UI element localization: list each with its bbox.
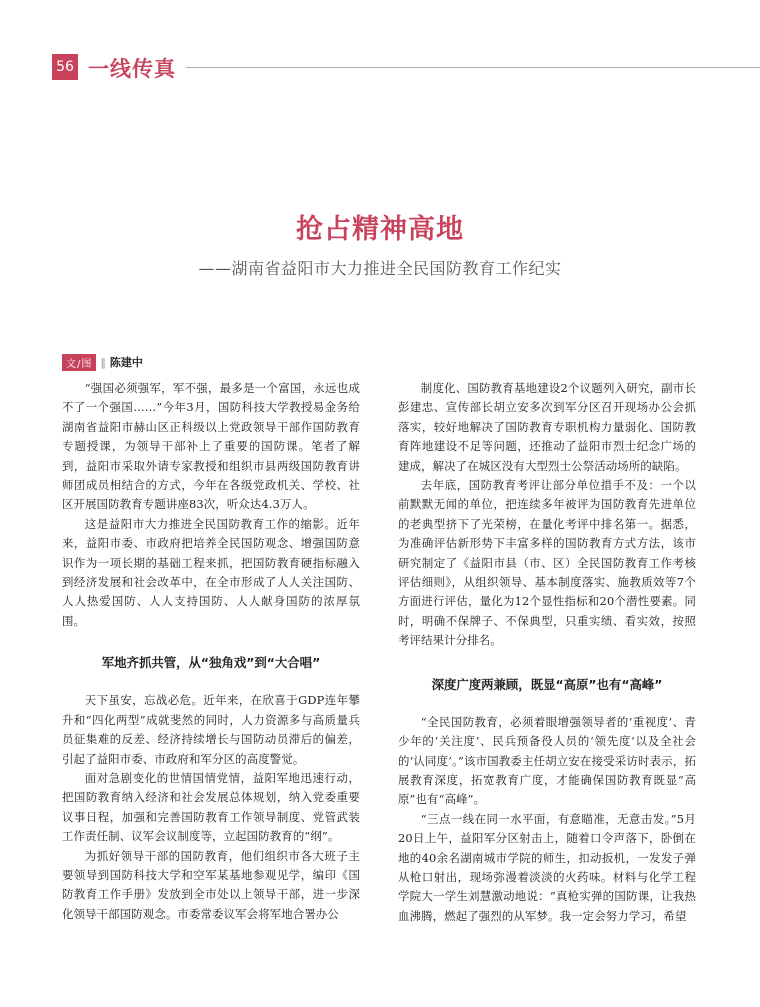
paragraph: 去年底，国防教育考评让部分单位措手不及：一个以前默默无闻的单位，把连续多年被评为国防教育先进单位的老典型挤下了光荣榜，在量化考评中排名第一。据悉，为准确评估新形势下丰富多样的国防教育方式方法，该市研究制定了《益阳市县（市、区）全民国防教育工作考核评估细则》，从组织领导、基本制度落实、施教质效等7个方面进行评估，量化为12个显性指标和20个潜性要素。同时，明确不保牌子、不保典型，只重实绩、看实效，按照考评结果计分排名。 bbox=[398, 478, 696, 648]
paragraph: “强国必须强军，军不强，最多是一个富国，永远也成不了一个强国……”今年3月，国防科技大学教授易金务给湖南省益阳市赫山区正科级以上党政领导干部作国防教育专题授课，为领导干部补上了重要的国防课。笔者了解到，益阳市采取外请专家教授和组织市县两级国防教育讲师团成员相结合的方式，今年在各级党政机关、学校、社区开展国防教育专题讲座83次，听众达4.3万人。 bbox=[62, 381, 360, 512]
byline-tag: 文/图 bbox=[62, 354, 96, 371]
paragraph: “全民国防教育，必须着眼增强领导者的‘重视度’、青少年的‘关注度’、民兵预备役人员的‘领先度’以及全社会的‘认同度’。”该市国教委主任胡立安在接受采访时表示，拓展教育深度，拓宽教育广度，才能确保国防教育既显“高原”也有“高峰”。 bbox=[398, 714, 696, 807]
header-divider bbox=[186, 67, 760, 68]
right-column bbox=[398, 379, 696, 926]
paragraph: 为抓好领导干部的国防教育，他们组织市各大班子主要领导到国防科技大学和空军某基地参观见学，编印《国防教育工作手册》发放到全市处以上领导干部，进一步深化领导干部国防观念。市委常委议军会将军地合署办公 bbox=[62, 848, 360, 921]
paragraph: 这是益阳市大力推进全民国防教育工作的缩影。近年来，益阳市委、市政府把培养全民国防观念、增强国防意识作为一项长期的基础工程来抓，把国防教育硬指标融入到经济发展和社会改革中，在全市形成了人人关注国防、人人热爱国防、人人支持国防、人人献身国防的浓厚氛围。 bbox=[62, 516, 360, 628]
section-name: 一线传真 bbox=[88, 57, 176, 81]
byline bbox=[62, 354, 143, 370]
left-column bbox=[62, 379, 360, 924]
paragraph: 制度化、国防教育基地建设2个议题列入研究，副市长彭建忠、宣传部长胡立安多次到军分区召开现场办公会抓落实，较好地解决了国防教育专职机构力量弱化、国防教育阵地建设不足等问题，还推动了益阳市烈士纪念广场的建成，解决了在城区没有大型烈士公祭活动场所的缺陷。 bbox=[398, 381, 696, 473]
byline-separator: ‖ bbox=[100, 355, 106, 369]
paragraph: 面对急剧变化的世情国情党情，益阳军地迅速行动，把国防教育纳入经济和社会发展总体规划，纳入党委重要议事日程，加强和完善国防教育工作领导制度、党管武装工作责任制、议军会议制度等，立起国防教育的“纲”。 bbox=[62, 770, 360, 844]
section-heading: 军地齐抓共管，从“独角戏”到“大合唱” bbox=[101, 655, 321, 671]
paragraph: 天下虽安，忘战必危。近年来，在欣喜于GDP连年攀升和“四化两型”成就斐然的同时，人力资源多与高质量兵员征集难的反差、经济持续增长与国防动员滞后的偏差，引起了益阳市委、市政府和军分区的高度警觉。 bbox=[62, 693, 360, 766]
author-name: 陈建中 bbox=[109, 356, 143, 369]
page-number: 56 bbox=[52, 54, 78, 80]
article-title: 抢占精神高地 bbox=[296, 214, 464, 245]
article-subtitle: ——湖南省益阳市大力推进全民国防教育工作纪实 bbox=[198, 259, 562, 278]
page-header bbox=[0, 0, 760, 100]
section-heading: 深度广度两兼顾，既显“高原”也有“高峰” bbox=[431, 676, 663, 692]
paragraph: “三点一线在同一水平面，有意瞄准，无意击发。”5月20日上午，益阳军分区射击上，随着口令声落下，卧倒在地的40余名湖南城市学院的师生，扣动扳机，一发发子弹从枪口射出，现场弥漫着淡淡的火药味。材料与化学工程学院大一学生刘慧激动地说：“真枪实弹的国防课，让我热血沸腾，燃起了强烈的从军梦。我一定会努力学习，希望 bbox=[398, 811, 696, 923]
